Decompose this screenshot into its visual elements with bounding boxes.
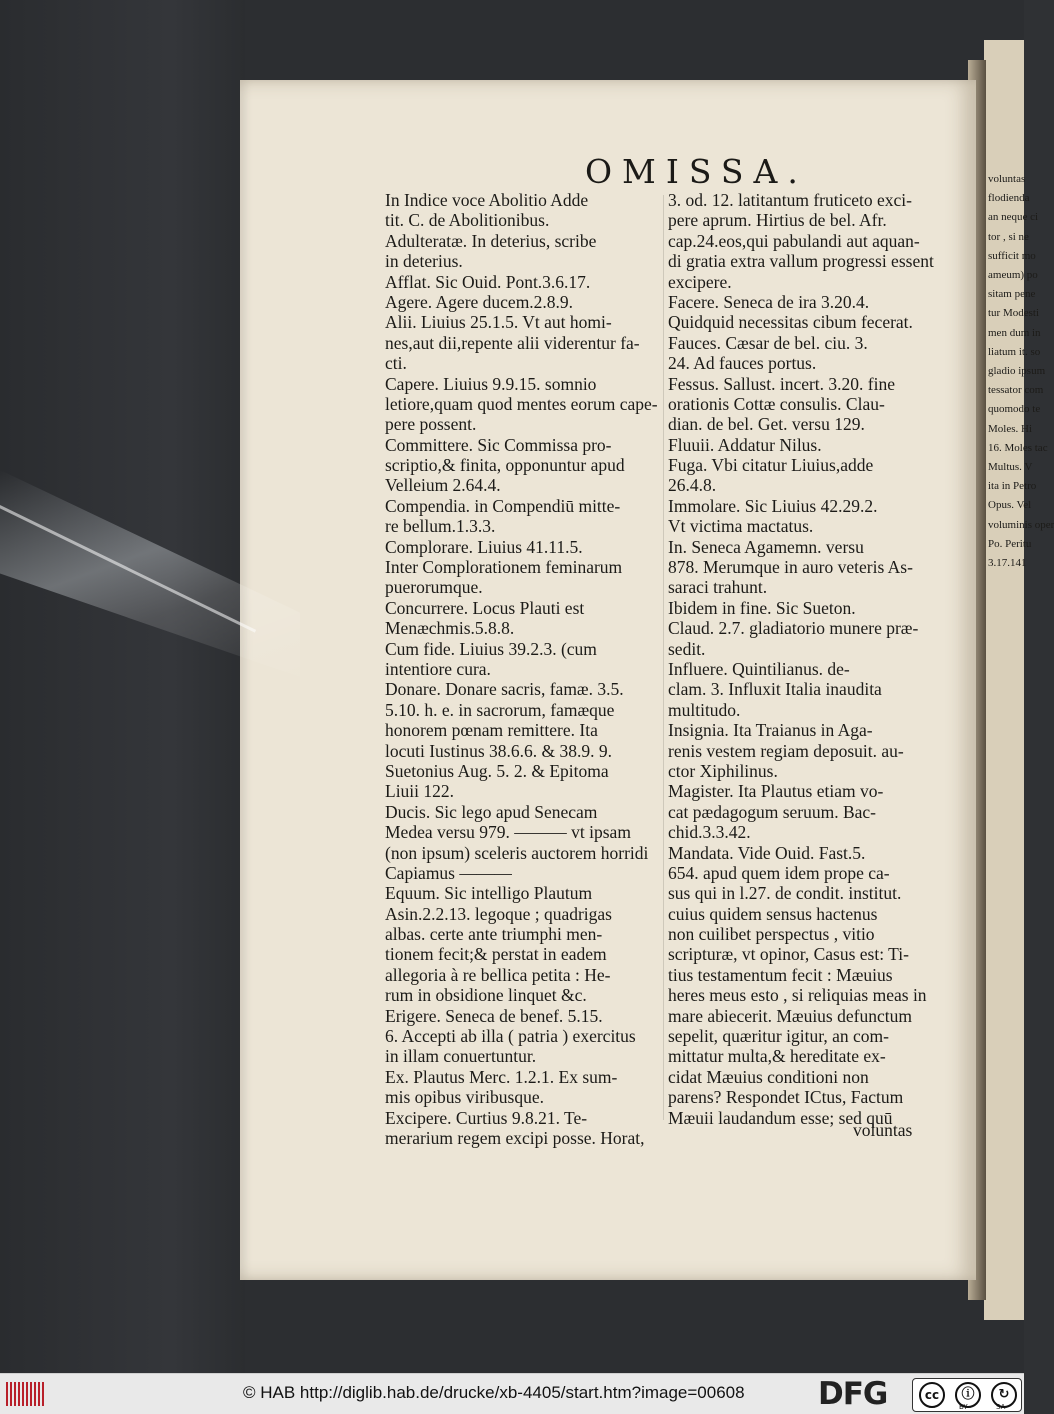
text-line: sedit.: [668, 638, 706, 659]
text-line: Fuga. Vbi citatur Liuius,adde: [668, 455, 874, 476]
text-line: mis opibus viribusque.: [385, 1087, 544, 1108]
text-line: Committere. Sic Commissa pro-: [385, 434, 612, 455]
text-line: Capere. Liuius 9.9.15. somnio: [385, 373, 597, 394]
text-line: 878. Merumque in auro veteris As-: [668, 557, 913, 578]
text-line: honorem pœnam remittere. Ita: [385, 720, 598, 741]
adjacent-text-line: voluminis oper: [988, 518, 1054, 531]
adjacent-text-line: flodienda: [988, 192, 1030, 205]
text-line: Alii. Liuius 25.1.5. Vt aut homi-: [385, 312, 612, 333]
copyright-link[interactable]: © HAB http://diglib.hab.de/drucke/xb-4405/start.htm?image=00608: [243, 1383, 745, 1402]
adjacent-text-line: sufficit mo: [988, 249, 1036, 262]
cc-badge: cc: [919, 1382, 945, 1408]
adjacent-text-line: men dum in: [988, 326, 1041, 339]
right-column: [668, 190, 934, 1128]
text-line: clam. 3. Influxit Italia inaudita: [668, 679, 882, 700]
text-line: 5.10. h. e. in sacrorum, famæque: [385, 699, 615, 720]
text-line: merarium regem excipi posse. Horat,: [385, 1127, 645, 1148]
adjacent-text-line: an neque ci: [988, 211, 1039, 224]
text-line: Facere. Seneca de ira 3.20.4.: [668, 291, 870, 312]
adjacent-text-line: tessator com: [988, 384, 1044, 397]
text-line: Fluuii. Addatur Nilus.: [668, 434, 822, 455]
text-line: mittatur multa,& hereditate ex-: [668, 1046, 886, 1067]
text-line: heres meus esto , si reliquias meas in: [668, 985, 927, 1006]
text-line: renis vestem regiam deposuit. au-: [668, 740, 904, 761]
text-line: In. Seneca Agamemn. versu: [668, 536, 864, 557]
text-line: Liuii 122.: [385, 781, 455, 802]
text-line: Excipere. Curtius 9.8.21. Te-: [385, 1107, 588, 1128]
text-line: sus qui in l.27. de condit. institut.: [668, 883, 902, 904]
text-line: Erigere. Seneca de benef. 5.15.: [385, 1005, 603, 1026]
text-line: in deterius.: [385, 251, 463, 272]
text-line: Mæuii laudandum esse; sed quū: [668, 1107, 893, 1128]
text-line: scriptio,& finita, opponuntur apud: [385, 455, 625, 476]
text-line: locuti Iustinus 38.6.6. & 38.9. 9.: [385, 740, 613, 761]
text-line: cti.: [385, 353, 407, 374]
text-line: parens? Respondet ICtus, Factum: [668, 1087, 904, 1108]
text-line: excipere.: [668, 271, 732, 292]
adjacent-text-line: Multus. V: [988, 461, 1033, 474]
text-line: cat pædagogum seruum. Bac-: [668, 801, 877, 822]
text-line: Claud. 2.7. gladiatorio munere præ-: [668, 618, 919, 639]
adjacent-text-line: tur Modesti: [988, 307, 1040, 320]
text-line: Menæchmis.5.8.8.: [385, 618, 515, 639]
page-heading: OMISSA.: [585, 152, 808, 191]
text-line: Compendia. in Compendiū mitte-: [385, 495, 621, 516]
text-line: dian. de bel. Get. versu 129.: [668, 414, 865, 435]
text-line: 24. Ad fauces portus.: [668, 353, 817, 374]
adjacent-page-text: [988, 170, 1054, 573]
adjacent-text-line: quomodo te: [988, 403, 1041, 416]
text-line: 26.4.8.: [668, 475, 717, 496]
text-line: Adulteratæ. In deterius, scribe: [385, 230, 597, 251]
text-line: multitudo.: [668, 699, 741, 720]
text-line: puerorumque.: [385, 577, 483, 598]
left-column: [385, 190, 660, 1148]
sa-label: SA: [996, 1403, 1006, 1411]
text-line: Medea versu 979. ——— vt ipsam: [385, 822, 631, 843]
book-cradle: [0, 0, 245, 1373]
adjacent-text-line: voluntas: [988, 173, 1026, 185]
text-line: Mandata. Vide Ouid. Fast.5.: [668, 842, 866, 863]
text-line: Concurrere. Locus Plauti est: [385, 597, 585, 618]
text-line: letiore,quam quod mentes eorum cape-: [385, 393, 658, 414]
text-line: nes,aut dii,repente alii viderentur fa-: [385, 332, 640, 353]
adjacent-text-line: tor , si ne: [988, 230, 1029, 243]
catchword: voluntas: [853, 1120, 913, 1140]
text-line: saraci trahunt.: [668, 577, 768, 598]
text-line: tius testamentum fecit : Mæuius: [668, 964, 893, 985]
text-line: Equum. Sic intelligo Plautum: [385, 883, 593, 904]
text-line: Velleium 2.64.4.: [385, 475, 501, 496]
adjacent-text-line: ameum) po: [988, 269, 1038, 282]
adjacent-text-line: Po. Peritu: [988, 537, 1032, 550]
text-line: 6. Accepti ab illa ( patria ) exercitus: [385, 1026, 636, 1047]
viewer-footer: [0, 1373, 1024, 1414]
text-line: di gratia extra vallum progressi essent: [668, 251, 934, 272]
adjacent-text-line: gladio ipsum: [988, 365, 1046, 378]
text-line: Magister. Ita Plautus etiam vo-: [668, 781, 884, 802]
text-line: Insignia. Ita Traianus in Aga-: [668, 720, 873, 741]
text-line: Agere. Agere ducem.2.8.9.: [385, 291, 574, 312]
text-line: Afflat. Sic Ouid. Pont.3.6.17.: [385, 271, 591, 292]
text-line: Asin.2.2.13. legoque ; quadrigas: [385, 903, 612, 924]
text-line: ctor Xiphilinus.: [668, 760, 778, 781]
adjacent-text-line: Opus. Vel: [988, 499, 1032, 512]
text-line: Inter Complorationem feminarum: [385, 557, 623, 578]
text-line: Capiamus ———: [385, 862, 512, 883]
text-line: Complorare. Liuius 41.11.5.: [385, 536, 583, 557]
text-line: sepelit, quæritur igitur, an com-: [668, 1026, 889, 1047]
by-person-icon: ⓘ: [955, 1382, 981, 1408]
text-line: cuius quidem sensus hactenus: [668, 903, 878, 924]
column-divider: [663, 195, 664, 1120]
text-line: rum in obsidione linquet &c.: [385, 985, 587, 1006]
text-line: orationis Cottæ consulis. Clau-: [668, 393, 885, 414]
text-line: Cum fide. Liuius 39.2.3. (cum: [385, 638, 597, 659]
share-alike-icon: ↻: [991, 1382, 1017, 1408]
text-line: Ex. Plautus Merc. 1.2.1. Ex sum-: [385, 1066, 618, 1087]
adjacent-text-line: 3.17.141: [988, 557, 1027, 570]
text-line: Donare. Donare sacris, famæ. 3.5.: [385, 679, 624, 700]
text-line: 654. apud quem idem prope ca-: [668, 862, 890, 883]
text-line: albas. certe ante triumphi men-: [385, 924, 603, 945]
text-line: (non ipsum) sceleris auctorem horridi: [385, 842, 649, 863]
text-line: non cuilibet perspectus , vitio: [668, 924, 875, 945]
dfg-logo[interactable]: DFG: [818, 1376, 888, 1412]
text-line: Ducis. Sic lego apud Senecam: [385, 801, 598, 822]
text-line: Quidquid necessitas cibum fecerat.: [668, 312, 913, 333]
text-line: chid.3.3.42.: [668, 822, 751, 843]
adjacent-text-line: 16. Moles tac: [988, 441, 1048, 454]
text-line: intentiore cura.: [385, 658, 491, 679]
by-label: BY: [959, 1403, 968, 1411]
text-line: Vt victima mactatus.: [668, 516, 814, 537]
text-line: cap.24.eos,qui pabulandi aut aquan-: [668, 230, 920, 251]
text-line: allegoria à re bellica petita : He-: [385, 964, 611, 985]
text-line: in illam conuertuntur.: [385, 1046, 537, 1067]
adjacent-text-line: Moles. Hi: [988, 422, 1032, 435]
text-line: tionem fecit;& perstat in eadem: [385, 944, 607, 965]
text-line: Fauces. Cæsar de bel. ciu. 3.: [668, 332, 868, 353]
text-line: pere aprum. Hirtius de bel. Afr.: [668, 210, 887, 231]
text-line: In Indice voce Abolitio Adde: [385, 190, 589, 210]
text-line: scripturæ, vt opinor, Casus est: Ti-: [668, 944, 909, 965]
hab-logo-icon[interactable]: [6, 1382, 50, 1406]
text-line: Suetonius Aug. 5. 2. & Epitoma: [385, 760, 609, 781]
text-line: cidat Mæuius conditioni non: [668, 1066, 869, 1087]
adjacent-text-line: liatum it. so: [988, 345, 1041, 358]
adjacent-text-line: sitam pene: [988, 288, 1036, 301]
adjacent-text-line: ita in Petro: [988, 480, 1037, 493]
text-line: Ibidem in fine. Sic Sueton.: [668, 597, 856, 618]
text-line: Influere. Quintilianus. de-: [668, 658, 850, 679]
cc-license-icon[interactable]: [912, 1378, 1022, 1412]
text-line: mare abiecerit. Mæuius defunctum: [668, 1005, 912, 1026]
text-line: re bellum.1.3.3.: [385, 516, 496, 537]
text-line: Immolare. Sic Liuius 42.29.2.: [668, 495, 878, 516]
text-line: tit. C. de Abolitionibus.: [385, 210, 550, 231]
text-line: Fessus. Sallust. incert. 3.20. fine: [668, 373, 895, 394]
text-line: pere possent.: [385, 414, 477, 435]
text-line: 3. od. 12. latitantum fruticeto exci-: [668, 190, 912, 210]
